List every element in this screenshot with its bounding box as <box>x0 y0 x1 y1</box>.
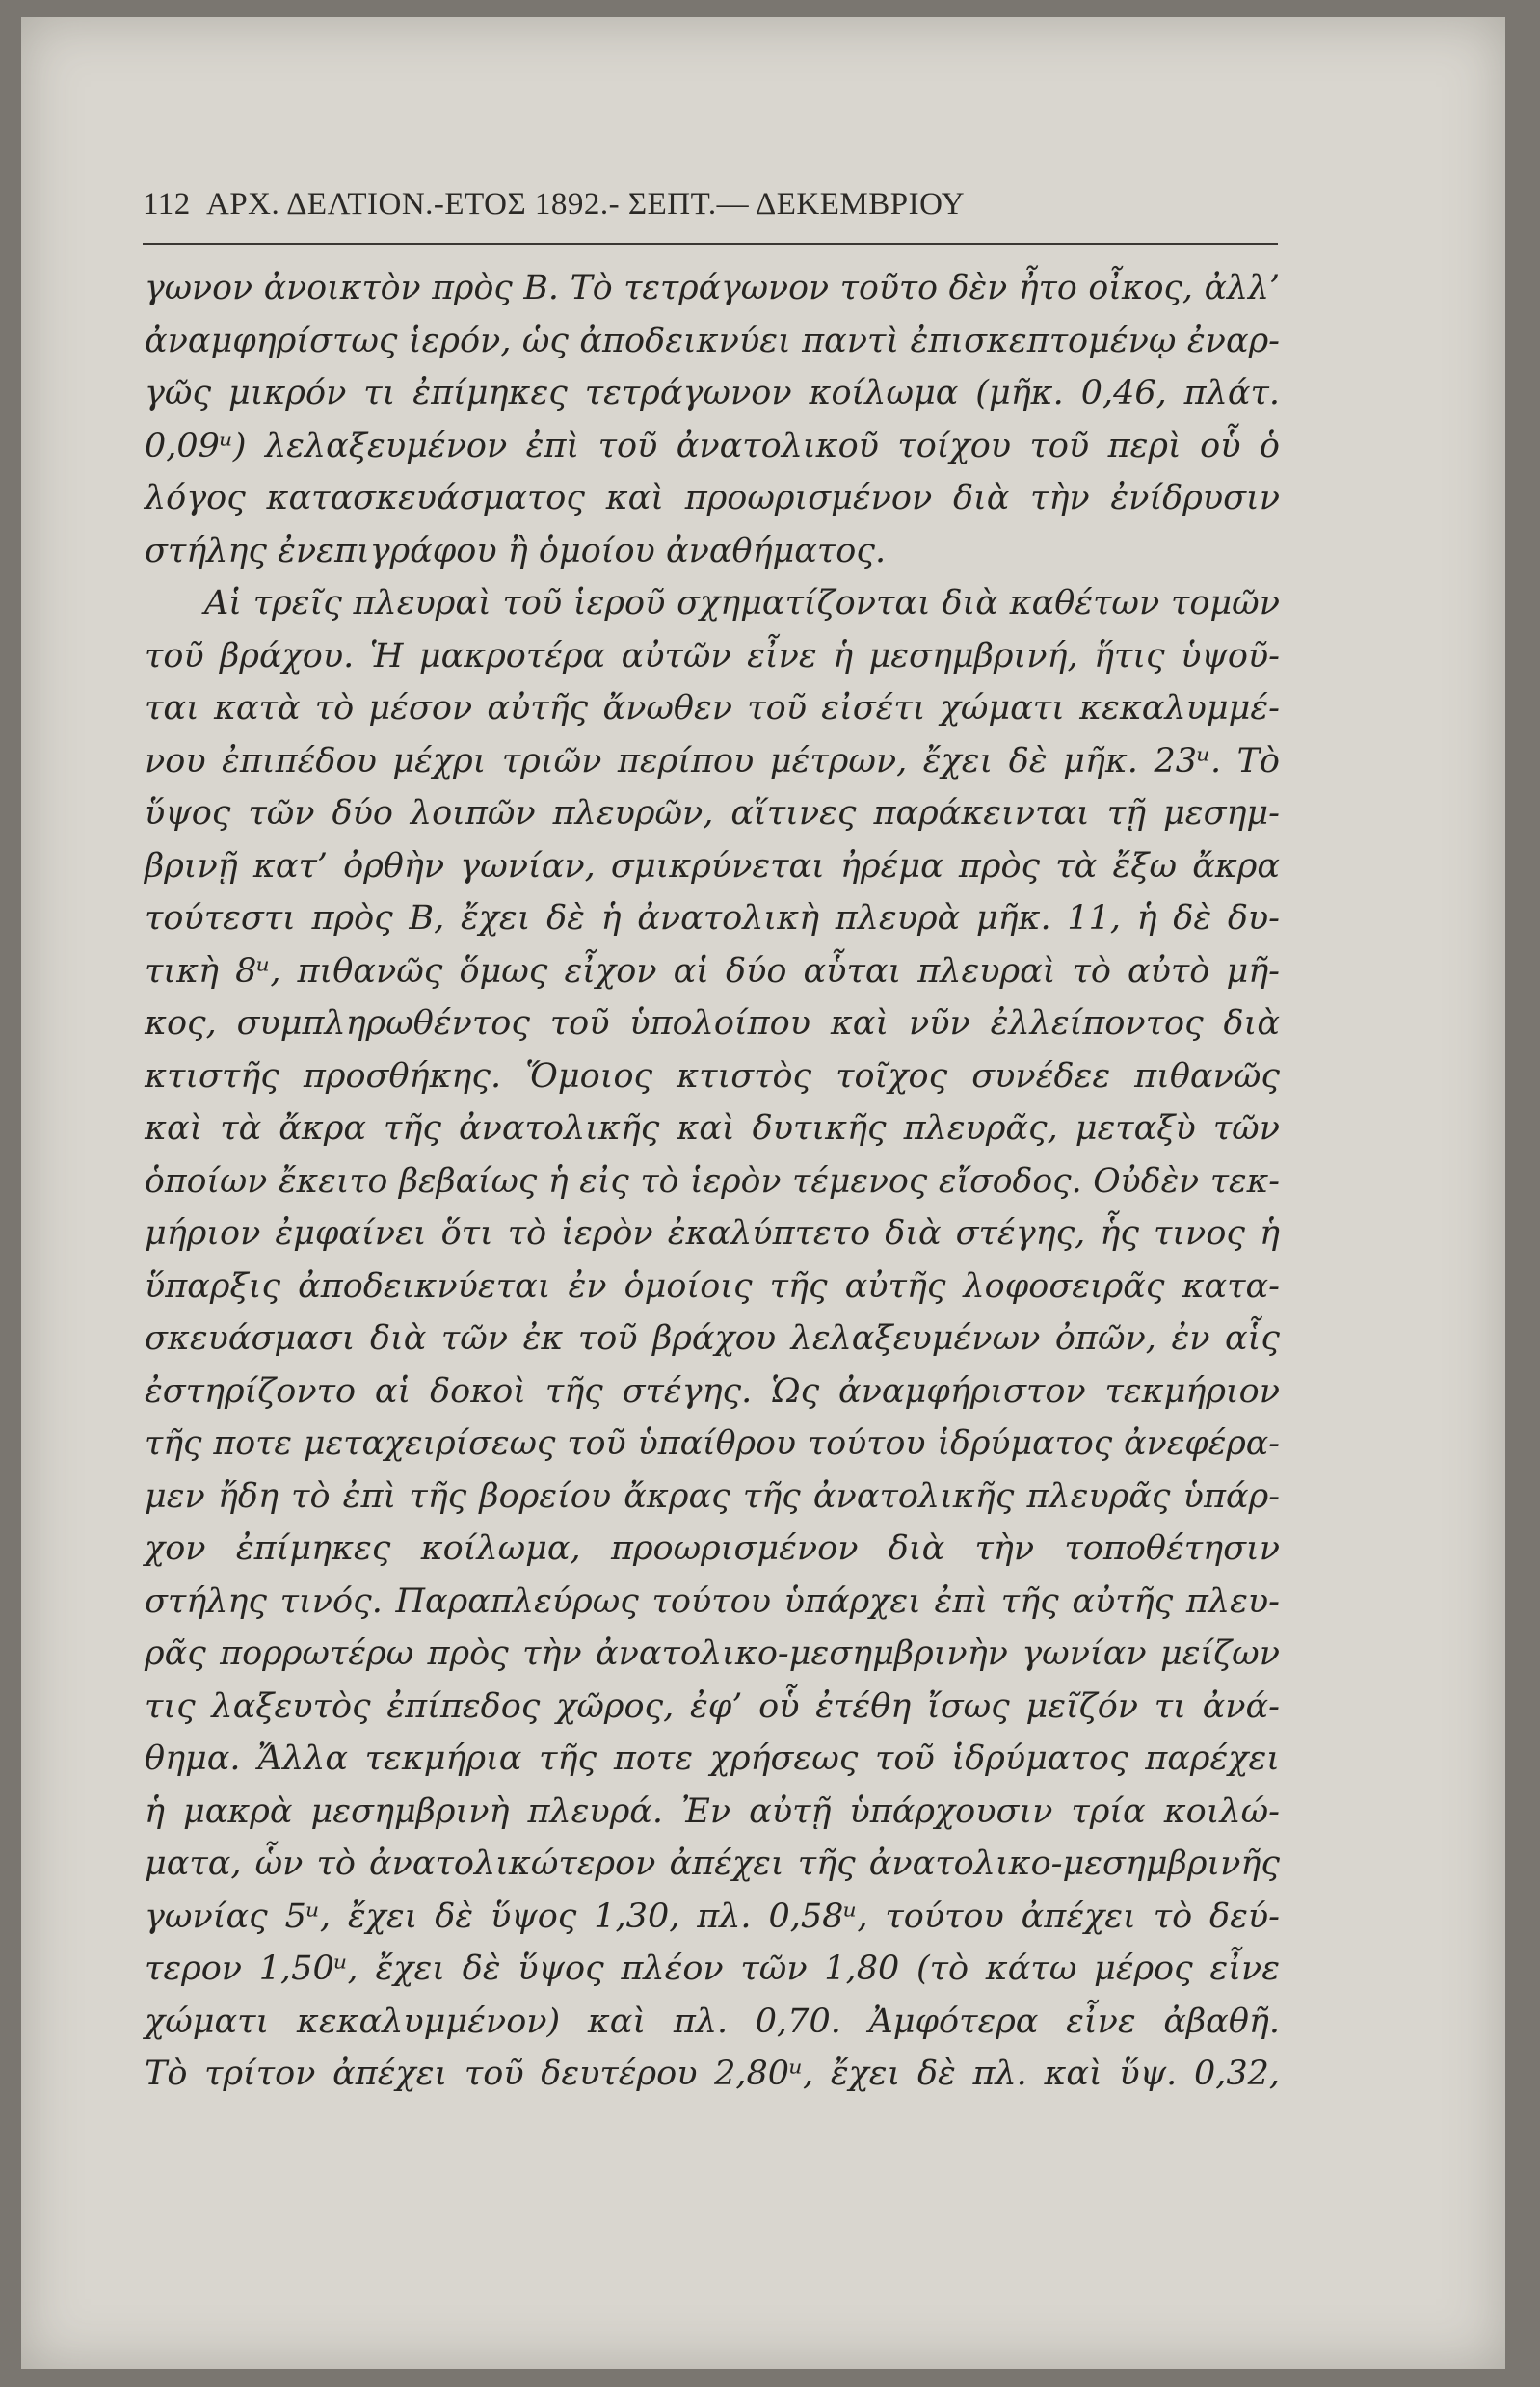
text-line: ρᾶς πορρωτέρω πρὸς τὴν ἀνατολικο-μεσημβρινὴν γωνίαν μείζων <box>145 1634 1280 1673</box>
text-line: Αἱ τρεῖς πλευραὶ τοῦ ἱεροῦ σχηματίζονται διὰ καθέτων τομῶν <box>204 584 1280 623</box>
text-line: λόγος κατασκευάσματος καὶ προωρισμένον διὰ τὴν ἐνίδρυσιν <box>145 479 1280 517</box>
body-text <box>145 262 1280 2101</box>
text-line: τις λαξευτὸς ἐπίπεδος χῶρος, ἐφ’ οὗ ἐτέθη ἴσως μεῖζόν τι ἀνά- <box>145 1686 1280 1726</box>
text-line: τικὴ 8ᵘ, πιθανῶς ὅμως εἶχον αἱ δύο αὗται πλευραὶ τὸ αὐτὸ μῆ- <box>145 951 1280 991</box>
text-line: κος, συμπληρωθέντος τοῦ ὑπολοίπου καὶ νῦν ἐλλείποντος διὰ <box>145 1004 1280 1043</box>
text-line: καὶ τὰ ἄκρα τῆς ἀνατολικῆς καὶ δυτικῆς πλευρᾶς, μεταξὺ τῶν <box>145 1109 1280 1148</box>
text-line: γωνίας 5ᵘ, ἔχει δὲ ὕψος 1,30, πλ. 0,58ᵘ, τούτου ἀπέχει τὸ δεύ- <box>145 1896 1280 1936</box>
text-line: Τὸ τρίτον ἀπέχει τοῦ δευτέρου 2,80ᵘ, ἔχει δὲ πλ. καὶ ὕψ. 0,32, <box>145 2055 1280 2093</box>
text-line: στήλης ἐνεπιγράφου ἢ ὁμοίου ἀναθήματος. <box>145 531 887 570</box>
text-line: ὁποίων ἔκειτο βεβαίως ἡ εἰς τὸ ἱερὸν τέμενος εἴσοδος. Οὐδὲν τεκ- <box>145 1161 1280 1201</box>
text-line: γωνον ἀνοικτὸν πρὸς Β. Τὸ τετράγωνον τοῦτο δὲν ἦτο οἶκος, ἀλλ’ <box>145 269 1280 307</box>
text-line: ὕψος τῶν δύο λοιπῶν πλευρῶν, αἵτινες παράκεινται τῇ μεσημ- <box>145 794 1280 833</box>
text-line: στήλης τινός. Παραπλεύρως τούτου ὑπάρχει ἐπὶ τῆς αὐτῆς πλευ- <box>145 1581 1280 1621</box>
text-line: τοῦ βράχου. Ἡ μακροτέρα αὐτῶν εἶνε ἡ μεσημβρινή, ἥτις ὑψοῦ- <box>145 636 1280 676</box>
text-line: τῆς ποτε μεταχειρίσεως τοῦ ὑπαίθρου τούτου ἱδρύματος ἀνεφέρα- <box>145 1424 1280 1463</box>
text-line: γῶς μικρόν τι ἐπίμηκες τετράγωνον κοίλωμα (μῆκ. 0,46, πλάτ. <box>145 374 1280 412</box>
running-title: ΑΡΧ. ΔΕΛΤΙΟΝ.-ΕΤΟΣ 1892.- ΣΕΠΤ.— ΔΕΚΕΜΒΡΙΟΥ <box>206 187 966 222</box>
running-header <box>143 183 1278 241</box>
text-line: θημα. Ἄλλα τεκμήρια τῆς ποτε χρήσεως τοῦ ἱδρύματος παρέχει <box>145 1739 1280 1778</box>
text-line: κτιστῆς προσθήκης. Ὅμοιος κτιστὸς τοῖχος συνέδεε πιθανῶς <box>145 1056 1280 1096</box>
text-line: ὕπαρξις ἀποδεικνύεται ἐν ὁμοίοις τῆς αὐτῆς λοφοσειρᾶς κατα- <box>145 1266 1280 1306</box>
page-number: 112 <box>143 187 191 222</box>
text-line: σκευάσμασι διὰ τῶν ἐκ τοῦ βράχου λελαξευμένων ὀπῶν, ἐν αἷς <box>145 1319 1280 1358</box>
text-line: χώματι κεκαλυμμένον) καὶ πλ. 0,70. Ἀμφότερα εἶνε ἀβαθῆ. <box>145 2002 1280 2041</box>
header-rule <box>143 243 1278 245</box>
text-line: μεν ἤδη τὸ ἐπὶ τῆς βορείου ἄκρας τῆς ἀνατολικῆς πλευρᾶς ὑπάρ- <box>145 1476 1280 1516</box>
text-line: ται κατὰ τὸ μέσον αὐτῆς ἄνωθεν τοῦ εἰσέτι χώματι κεκαλυμμέ- <box>145 689 1280 728</box>
text-line: χον ἐπίμηκες κοίλωμα, προωρισμένον διὰ τὴν τοποθέτησιν <box>145 1529 1280 1568</box>
text-line: μήριον ἐμφαίνει ὅτι τὸ ἱερὸν ἐκαλύπτετο διὰ στέγης, ἧς τινος ἡ <box>145 1214 1280 1253</box>
text-line: βρινῇ κατ’ ὀρθὴν γωνίαν, σμικρύνεται ἠρέμα πρὸς τὰ ἔξω ἄκρα <box>145 846 1280 886</box>
text-line: ἡ μακρὰ μεσημβρινὴ πλευρά. Ἐν αὐτῇ ὑπάρχουσιν τρία κοιλώ- <box>145 1791 1280 1831</box>
text-line: ματα, ὧν τὸ ἀνατολικώτερον ἀπέχει τῆς ἀνατολικο-μεσημβρινῆς <box>145 1844 1280 1883</box>
text-line: τερον 1,50ᵘ, ἔχει δὲ ὕψος πλέον τῶν 1,80 (τὸ κάτω μέρος εἶνε <box>145 1949 1280 1988</box>
text-line: 0,09ᵘ) λελαξευμένον ἐπὶ τοῦ ἀνατολικοῦ τοίχου τοῦ περὶ οὗ ὁ <box>145 426 1280 465</box>
text-line: νου ἐπιπέδου μέχρι τριῶν περίπου μέτρων, ἔχει δὲ μῆκ. 23ᵘ. Τὸ <box>145 741 1280 781</box>
text-line: ἀναμφηρίστως ἱερόν, ὡς ἀποδεικνύει παντὶ ἐπισκεπτομένῳ ἐναρ- <box>145 321 1280 360</box>
text-line: τούτεστι πρὸς Β, ἔχει δὲ ἡ ἀνατολικὴ πλευρὰ μῆκ. 11, ἡ δὲ δυ- <box>145 899 1280 938</box>
text-line: ἐστηρίζοντο αἱ δοκοὶ τῆς στέγης. Ὡς ἀναμφήριστον τεκμήριον <box>145 1371 1280 1411</box>
